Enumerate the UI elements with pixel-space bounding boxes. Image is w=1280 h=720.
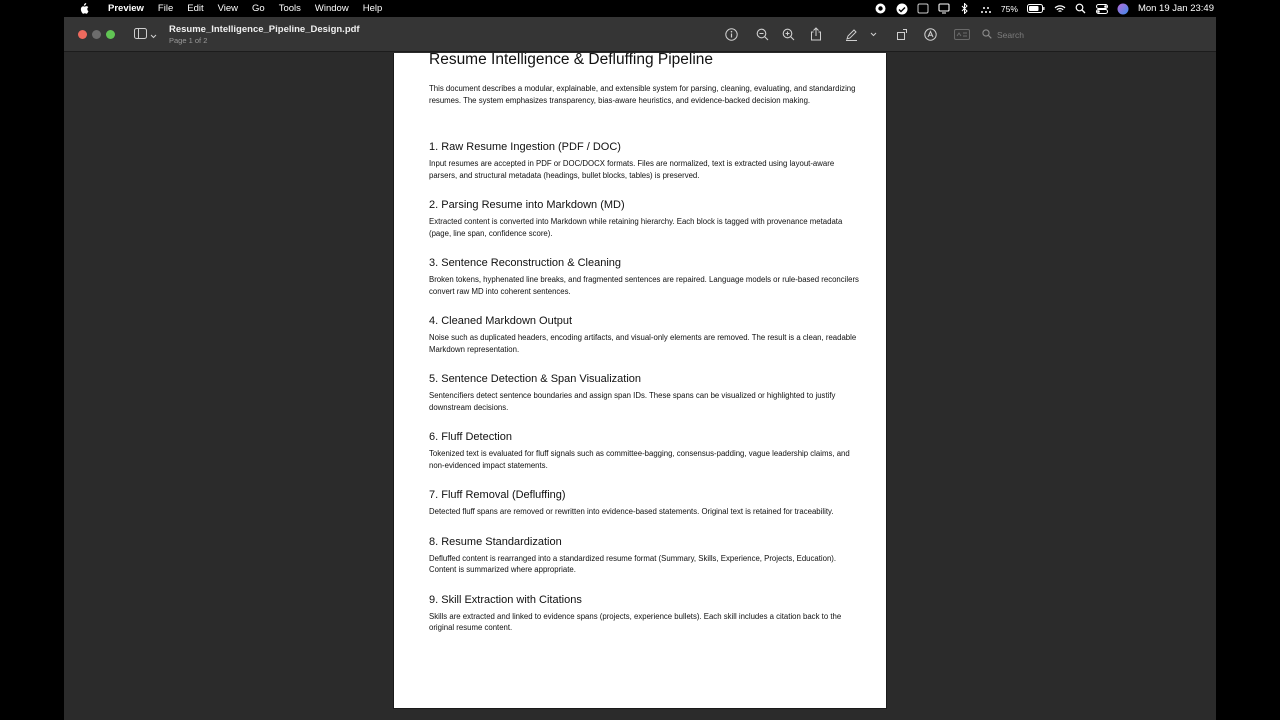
search-input[interactable] <box>997 30 1117 40</box>
section-heading: 9. Skill Extraction with Citations <box>429 593 582 606</box>
section-body: Input resumes are accepted in PDF or DOC/DOCX formats. Files are normalized, text is extracted using layout-aware parsers, and structural metadata (headings, bullet blocks, tables) is preserved. <box>429 159 835 180</box>
section-body: Extracted content is converted into Markdown while retaining hierarchy. Each block is tagged with provenance metadata (page, line span, confidence score). <box>429 217 843 238</box>
share-icon[interactable] <box>809 27 823 41</box>
section-heading: 1. Raw Resume Ingestion (PDF / DOC) <box>429 141 621 153</box>
zoom-out-icon[interactable] <box>755 27 769 41</box>
section-body: Defluffed content is rearranged into a standardized resume format (Summary, Skills, Experience, Projects, Education). Content is summarized where appropriate. <box>429 553 837 574</box>
section-body: Noise such as duplicated headers, encoding artifacts, and visual-only elements are removed. The result is a clean, readable Markdown representation. <box>429 333 857 354</box>
document-section <box>429 198 859 239</box>
wifi-icon[interactable] <box>1054 3 1066 15</box>
control-center-icon[interactable] <box>1096 3 1108 15</box>
menu-file[interactable]: File <box>157 3 174 14</box>
page-content <box>429 53 859 634</box>
screen-record-icon[interactable] <box>875 3 887 15</box>
section-body: Tokenized text is evaluated for fluff signals such as committee-bagging, consensus-padding, vague leadership claims, and non-evidenced impact statements. <box>429 449 850 470</box>
document-section <box>429 535 859 576</box>
menu-help[interactable]: Help <box>362 3 383 14</box>
document-viewport[interactable] <box>64 53 1216 720</box>
app-status-icon[interactable] <box>896 3 908 15</box>
menu-go[interactable]: Go <box>252 3 265 14</box>
clock[interactable]: Mon 19 Jan 23:49 <box>1137 3 1214 14</box>
document-title[interactable]: Resume_Intelligence_Pipeline_Design.pdf <box>169 24 360 35</box>
section-heading: 3. Sentence Reconstruction & Cleaning <box>429 257 622 269</box>
preview-window <box>64 17 1216 720</box>
search-field[interactable] <box>982 27 1132 42</box>
battery-icon[interactable] <box>1027 3 1045 15</box>
search-icon <box>982 29 992 41</box>
display-icon[interactable] <box>938 3 950 15</box>
status-area <box>875 0 1214 17</box>
rotate-icon[interactable] <box>895 27 909 41</box>
window-status-icon[interactable] <box>917 3 929 15</box>
section-heading: 2. Parsing Resume into Markdown (MD) <box>429 199 625 211</box>
siri-icon[interactable] <box>1117 3 1129 15</box>
document-section <box>429 256 859 297</box>
zoom-in-icon[interactable] <box>781 27 795 41</box>
form-fill-icon[interactable] <box>954 27 970 41</box>
dotted-status-icon[interactable] <box>980 3 992 15</box>
menu-list <box>101 3 389 14</box>
pdf-page[interactable] <box>394 53 886 708</box>
spotlight-search-icon[interactable] <box>1075 3 1087 15</box>
menu-bar <box>0 0 1280 17</box>
menu-tools[interactable]: Tools <box>278 3 301 14</box>
document-section <box>429 140 859 181</box>
page-count-label: Page 1 of 2 <box>169 36 208 45</box>
minimize-window-button[interactable] <box>92 30 101 39</box>
info-icon[interactable] <box>724 27 738 41</box>
window-toolbar <box>64 17 1216 52</box>
section-body: Broken tokens, hyphenated line breaks, and fragmented sentences are repaired. Language models or rule-based reconcilers convert raw MD into coherent sentences. <box>429 275 859 296</box>
chevron-down-icon <box>150 26 157 44</box>
section-body: Skills are extracted and linked to evidence spans (projects, experience bullets). Each skill includes a citation back to the original resume content. <box>429 611 842 632</box>
battery-percentage: 75% <box>1000 3 1018 14</box>
markup-options-chevron-icon[interactable] <box>869 27 877 41</box>
menu-window[interactable]: Window <box>314 3 349 14</box>
zoom-window-button[interactable] <box>106 30 115 39</box>
document-section <box>429 372 859 413</box>
markup-pen-icon[interactable] <box>844 27 858 41</box>
section-body: Sentencifiers detect sentence boundaries and assign span IDs. These spans can be visualized or highlighted to justify downstream decisions. <box>429 391 836 412</box>
annotate-icon[interactable] <box>923 27 937 41</box>
document-section <box>429 593 859 634</box>
section-heading: 6. Fluff Detection <box>429 431 512 443</box>
sidebar-icon <box>134 26 147 44</box>
bluetooth-icon[interactable] <box>959 3 971 15</box>
section-heading: 8. Resume Standardization <box>429 535 562 548</box>
document-section <box>429 314 859 355</box>
section-heading: 7. Fluff Removal (Defluffing) <box>429 489 566 501</box>
section-body: Detected fluff spans are removed or rewritten into evidence-based statements. Original text is retained for traceability. <box>429 507 834 516</box>
menu-edit[interactable]: Edit <box>187 3 204 14</box>
apple-menu-icon[interactable] <box>77 3 91 14</box>
menu-app-preview[interactable]: Preview <box>108 3 144 14</box>
section-list <box>429 140 859 634</box>
document-intro: This document describes a modular, explainable, and extensible system for parsing, cleaning, evaluating, and standardizing resumes. The system emphasizes transparency, bias-aware heuristics, and evidence-backed decision making. <box>429 84 856 105</box>
menu-view[interactable]: View <box>217 3 239 14</box>
document-section <box>429 488 859 518</box>
close-window-button[interactable] <box>78 30 87 39</box>
document-heading: Resume Intelligence & Defluffing Pipeline <box>429 53 714 68</box>
document-section <box>429 430 859 471</box>
section-heading: 4. Cleaned Markdown Output <box>429 315 573 327</box>
sidebar-toggle-button[interactable] <box>134 28 160 41</box>
section-heading: 5. Sentence Detection & Span Visualization <box>429 373 641 385</box>
